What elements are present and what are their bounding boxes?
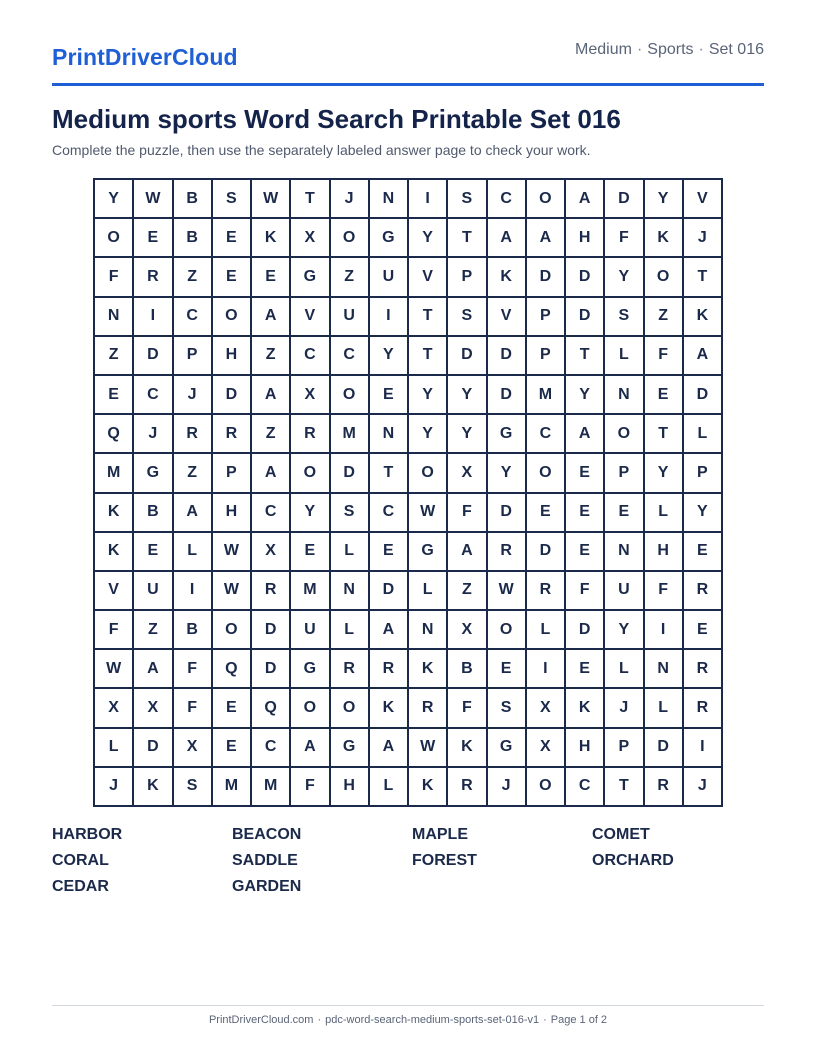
grid-cell: S [488, 689, 525, 726]
word-list-item: COMET [592, 826, 650, 843]
grid-cell: X [95, 689, 132, 726]
grid-cell: O [527, 180, 564, 217]
grid-cell: I [370, 298, 407, 335]
grid-cell: D [448, 337, 485, 374]
grid-cell: A [291, 729, 328, 766]
grid-cell: H [213, 494, 250, 531]
grid-cell: M [213, 768, 250, 805]
grid-cell: C [566, 768, 603, 805]
grid-cell: C [134, 376, 171, 413]
grid-cell: Z [252, 337, 289, 374]
grid-cell: L [645, 689, 682, 726]
breadcrumb [575, 41, 764, 59]
grid-cell: W [95, 650, 132, 687]
grid-cell: A [448, 533, 485, 570]
grid-cell: Y [409, 415, 446, 452]
grid-cell: E [252, 258, 289, 295]
grid-cell: S [331, 494, 368, 531]
brand-logo[interactable]: PrintDriverCloud [52, 44, 238, 70]
grid-cell: D [134, 729, 171, 766]
grid-cell: W [213, 533, 250, 570]
grid-cell: F [291, 768, 328, 805]
grid-cell: F [95, 258, 132, 295]
grid-cell: D [134, 337, 171, 374]
grid-cell: P [684, 454, 721, 491]
word-list [52, 826, 772, 896]
word-list-item: GARDEN [232, 878, 302, 895]
grid-cell: E [527, 494, 564, 531]
grid-cell: A [370, 729, 407, 766]
grid-cell: E [645, 376, 682, 413]
grid-cell: B [174, 219, 211, 256]
grid-cell: K [448, 729, 485, 766]
grid-cell: X [291, 219, 328, 256]
grid-cell: G [291, 258, 328, 295]
grid-cell: J [684, 219, 721, 256]
grid-cell: S [174, 768, 211, 805]
grid-cell: U [134, 572, 171, 609]
grid-cell: W [134, 180, 171, 217]
grid-cell: N [645, 650, 682, 687]
grid-cell: Y [488, 454, 525, 491]
grid-cell: O [95, 219, 132, 256]
grid-cell: J [331, 180, 368, 217]
grid-cell: E [134, 219, 171, 256]
grid-cell: R [527, 572, 564, 609]
grid-cell: O [488, 611, 525, 648]
grid-cell: Y [370, 337, 407, 374]
grid-cell: K [566, 689, 603, 726]
grid-cell: D [566, 258, 603, 295]
grid-cell: A [252, 454, 289, 491]
grid-cell: D [488, 494, 525, 531]
grid-cell: G [291, 650, 328, 687]
grid-cell: N [605, 533, 642, 570]
grid-cell: A [527, 219, 564, 256]
grid-cell: A [684, 337, 721, 374]
grid-cell: R [684, 650, 721, 687]
grid-cell: T [409, 298, 446, 335]
grid-cell: R [331, 650, 368, 687]
grid-cell: D [213, 376, 250, 413]
grid-cell: M [331, 415, 368, 452]
grid-cell: V [95, 572, 132, 609]
grid-cell: G [488, 729, 525, 766]
grid-cell: H [566, 729, 603, 766]
grid-cell: T [448, 219, 485, 256]
grid-cell: Y [605, 611, 642, 648]
grid-cell: F [605, 219, 642, 256]
grid-cell: E [566, 494, 603, 531]
grid-cell: P [527, 298, 564, 335]
grid-cell: G [331, 729, 368, 766]
grid-cell: D [566, 611, 603, 648]
grid-cell: Z [95, 337, 132, 374]
grid-cell: F [174, 689, 211, 726]
grid-cell: E [213, 729, 250, 766]
grid-cell: D [527, 533, 564, 570]
grid-cell: I [645, 611, 682, 648]
grid-cell: R [291, 415, 328, 452]
grid-cell: N [370, 180, 407, 217]
grid-cell: R [684, 572, 721, 609]
grid-cell: L [174, 533, 211, 570]
grid-cell: D [684, 376, 721, 413]
grid-cell: U [291, 611, 328, 648]
grid-cell: F [448, 689, 485, 726]
grid-cell: Z [134, 611, 171, 648]
grid-cell: M [95, 454, 132, 491]
footer-code: pdc-word-search-medium-sports-set-016-v1 [325, 1014, 540, 1026]
grid-cell: E [291, 533, 328, 570]
word-list-item: MAPLE [412, 826, 468, 843]
grid-cell: D [605, 180, 642, 217]
grid-cell: R [684, 689, 721, 726]
grid-cell: K [370, 689, 407, 726]
grid-cell: A [252, 298, 289, 335]
grid-cell: E [370, 376, 407, 413]
grid-cell: S [605, 298, 642, 335]
grid-cell: I [174, 572, 211, 609]
grid-cell: X [448, 454, 485, 491]
grid-cell: E [134, 533, 171, 570]
grid-cell: X [527, 689, 564, 726]
grid-cell: G [488, 415, 525, 452]
grid-cell: F [645, 337, 682, 374]
grid-cell: T [605, 768, 642, 805]
word-list-item: ORCHARD [592, 852, 674, 869]
grid-cell: O [409, 454, 446, 491]
grid-cell: K [409, 650, 446, 687]
grid-cell: T [291, 180, 328, 217]
grid-cell: T [684, 258, 721, 295]
grid-cell: Y [291, 494, 328, 531]
footer-separator: · [317, 1014, 322, 1026]
grid-cell: W [213, 572, 250, 609]
grid-cell: X [252, 533, 289, 570]
grid-cell: A [566, 415, 603, 452]
grid-cell: M [252, 768, 289, 805]
breadcrumb-item-difficulty[interactable]: Medium [575, 41, 632, 58]
page-title: Medium sports Word Search Printable Set 016 [52, 104, 621, 134]
grid-cell: K [95, 494, 132, 531]
grid-cell: X [134, 689, 171, 726]
grid-cell: C [252, 494, 289, 531]
breadcrumb-separator: · [698, 41, 704, 58]
breadcrumb-item-theme[interactable]: Sports [647, 41, 694, 58]
grid-cell: N [331, 572, 368, 609]
grid-cell: A [566, 180, 603, 217]
page-header [52, 0, 764, 86]
grid-cell: O [291, 689, 328, 726]
grid-cell: P [174, 337, 211, 374]
page-footer [0, 1014, 816, 1026]
grid-cell: Q [213, 650, 250, 687]
grid-cell: D [488, 337, 525, 374]
grid-cell: B [174, 180, 211, 217]
grid-cell: Z [174, 454, 211, 491]
grid-cell: O [331, 219, 368, 256]
grid-cell: Q [95, 415, 132, 452]
grid-cell: Q [252, 689, 289, 726]
footer-separator: · [543, 1014, 547, 1026]
footer-site[interactable]: PrintDriverCloud.com [208, 1014, 314, 1026]
grid-cell: R [174, 415, 211, 452]
grid-cell: D [252, 650, 289, 687]
grid-cell: R [134, 258, 171, 295]
grid-cell: H [645, 533, 682, 570]
grid-cell: W [488, 572, 525, 609]
grid-cell: P [527, 337, 564, 374]
grid-cell: W [409, 729, 446, 766]
grid-cell: R [409, 689, 446, 726]
grid-cell: Y [645, 180, 682, 217]
grid-cell: A [174, 494, 211, 531]
grid-cell: C [174, 298, 211, 335]
word-list-item: BEACON [232, 826, 302, 843]
grid-cell: L [605, 337, 642, 374]
grid-cell: T [566, 337, 603, 374]
word-list-item: CORAL [52, 852, 109, 869]
grid-cell: J [684, 768, 721, 805]
grid-cell: E [684, 611, 721, 648]
grid-cell: P [448, 258, 485, 295]
grid-cell: B [174, 611, 211, 648]
grid-cell: O [213, 611, 250, 648]
grid-cell: O [645, 258, 682, 295]
grid-cell: L [527, 611, 564, 648]
grid-cell: K [645, 219, 682, 256]
grid-cell: Z [174, 258, 211, 295]
grid-cell: Z [252, 415, 289, 452]
grid-cell: W [409, 494, 446, 531]
grid-cell: Y [95, 180, 132, 217]
grid-cell: S [448, 298, 485, 335]
grid-cell: D [370, 572, 407, 609]
grid-cell: E [566, 533, 603, 570]
grid-cell: R [448, 768, 485, 805]
grid-cell: V [684, 180, 721, 217]
grid-cell: W [252, 180, 289, 217]
grid-cell: E [213, 689, 250, 726]
grid-cell: E [566, 650, 603, 687]
grid-cell: C [488, 180, 525, 217]
grid-cell: J [605, 689, 642, 726]
grid-cell: L [370, 768, 407, 805]
grid-cell: F [566, 572, 603, 609]
grid-cell: K [134, 768, 171, 805]
footer-divider [52, 1005, 764, 1006]
grid-cell: E [95, 376, 132, 413]
breadcrumb-item-set[interactable]: Set 016 [708, 41, 764, 58]
grid-cell: R [370, 650, 407, 687]
grid-cell: G [370, 219, 407, 256]
word-list-item: FOREST [412, 852, 477, 869]
grid-cell: K [95, 533, 132, 570]
page-subtitle: Complete the puzzle, then use the separately labeled answer page to check your work. [52, 142, 591, 158]
word-list-item: CEDAR [52, 878, 109, 895]
grid-cell: Y [448, 415, 485, 452]
grid-cell: G [134, 454, 171, 491]
grid-cell: J [488, 768, 525, 805]
grid-cell: B [134, 494, 171, 531]
grid-cell: Y [409, 219, 446, 256]
grid-cell: E [488, 650, 525, 687]
grid-cell: O [291, 454, 328, 491]
grid-cell: F [174, 650, 211, 687]
grid-cell: A [488, 219, 525, 256]
word-list-item: SADDLE [232, 852, 298, 869]
grid-cell: T [370, 454, 407, 491]
grid-cell: X [527, 729, 564, 766]
grid-cell: E [213, 258, 250, 295]
grid-cell: V [488, 298, 525, 335]
grid-cell: D [252, 611, 289, 648]
grid-cell: Y [566, 376, 603, 413]
grid-cell: Y [409, 376, 446, 413]
grid-cell: Z [448, 572, 485, 609]
grid-cell: L [409, 572, 446, 609]
word-list-item: HARBOR [52, 826, 123, 843]
grid-cell: T [409, 337, 446, 374]
grid-cell: G [409, 533, 446, 570]
grid-cell: M [291, 572, 328, 609]
grid-cell: H [566, 219, 603, 256]
grid-cell: A [134, 650, 171, 687]
grid-cell: A [252, 376, 289, 413]
grid-cell: O [331, 689, 368, 726]
grid-cell: L [331, 611, 368, 648]
grid-cell: L [95, 729, 132, 766]
grid-cell: U [331, 298, 368, 335]
grid-cell: U [370, 258, 407, 295]
grid-cell: L [605, 650, 642, 687]
grid-cell: E [684, 533, 721, 570]
grid-cell: R [488, 533, 525, 570]
grid-cell: Z [331, 258, 368, 295]
grid-cell: N [605, 376, 642, 413]
grid-cell: V [409, 258, 446, 295]
grid-cell: X [448, 611, 485, 648]
grid-cell: B [448, 650, 485, 687]
grid-cell: V [291, 298, 328, 335]
grid-cell: J [174, 376, 211, 413]
grid-cell: K [252, 219, 289, 256]
grid-cell: K [409, 768, 446, 805]
grid-cell: F [95, 611, 132, 648]
grid-cell: Y [645, 454, 682, 491]
grid-cell: L [684, 415, 721, 452]
grid-cell: P [605, 729, 642, 766]
grid-cell: O [527, 454, 564, 491]
grid-cell: C [331, 337, 368, 374]
grid-cell: I [684, 729, 721, 766]
grid-cell: D [527, 258, 564, 295]
grid-cell: I [409, 180, 446, 217]
grid-cell: N [95, 298, 132, 335]
grid-cell: R [213, 415, 250, 452]
grid-cell: X [291, 376, 328, 413]
grid-cell: E [213, 219, 250, 256]
grid-cell: I [527, 650, 564, 687]
grid-cell: O [527, 768, 564, 805]
grid-cell: I [134, 298, 171, 335]
grid-cell: P [213, 454, 250, 491]
grid-cell: C [527, 415, 564, 452]
grid-cell: U [605, 572, 642, 609]
grid-cell: R [252, 572, 289, 609]
grid-cell: F [645, 572, 682, 609]
grid-cell: D [645, 729, 682, 766]
grid-cell: S [213, 180, 250, 217]
grid-cell: E [370, 533, 407, 570]
grid-cell: E [566, 454, 603, 491]
grid-cell: K [684, 298, 721, 335]
grid-cell: X [174, 729, 211, 766]
grid-cell: S [448, 180, 485, 217]
grid-cell: L [331, 533, 368, 570]
grid-cell: Y [684, 494, 721, 531]
grid-cell: D [331, 454, 368, 491]
grid-cell: H [331, 768, 368, 805]
grid-cell: D [488, 376, 525, 413]
grid-cell: Y [448, 376, 485, 413]
breadcrumb-separator: · [636, 41, 643, 58]
grid-cell: O [213, 298, 250, 335]
grid-cell: E [605, 494, 642, 531]
grid-cell: O [605, 415, 642, 452]
grid-cell: O [331, 376, 368, 413]
grid-cell: N [409, 611, 446, 648]
grid-cell: K [488, 258, 525, 295]
grid-cell: M [527, 376, 564, 413]
grid-cell: T [645, 415, 682, 452]
grid-cell: Z [645, 298, 682, 335]
grid-cell: H [213, 337, 250, 374]
grid-cell: J [95, 768, 132, 805]
grid-cell: F [448, 494, 485, 531]
grid-cell: C [370, 494, 407, 531]
grid-cell: C [291, 337, 328, 374]
grid-cell: C [252, 729, 289, 766]
grid-cell: N [370, 415, 407, 452]
grid-cell: R [645, 768, 682, 805]
grid-cell: D [566, 298, 603, 335]
grid-cell: L [645, 494, 682, 531]
footer-page-number: Page 1 of 2 [550, 1014, 608, 1026]
grid-cell: Y [605, 258, 642, 295]
grid-cell: A [370, 611, 407, 648]
grid-cell: J [134, 415, 171, 452]
grid-cell: P [605, 454, 642, 491]
word-search-grid [93, 178, 723, 807]
